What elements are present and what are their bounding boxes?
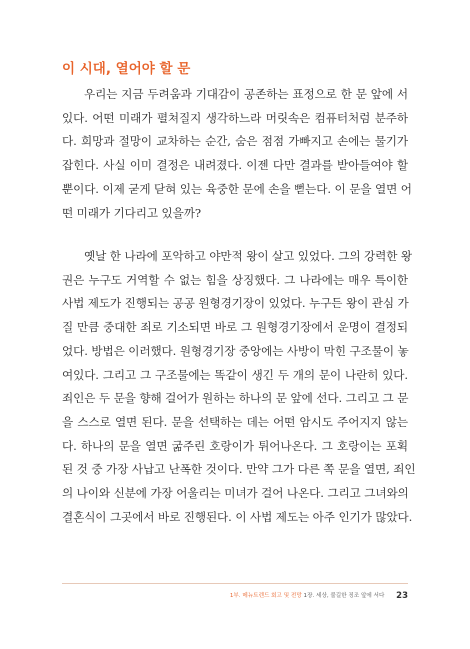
paragraph-line: 다. 희망과 절망이 교차하는 순간, 숨은 점점 가빠지고 손에는 물기가	[62, 134, 408, 149]
paragraph-line: 우리는 지금 두려움과 기대감이 공존하는 표정으로 한 문 앞에 서	[84, 87, 408, 101]
paragraph-line: 다. 하나의 문을 열면 굶주린 호랑이가 튀어나온다. 그 호랑이는 포획	[62, 438, 408, 453]
paragraph-line: 결혼식이 그곳에서 바로 진행된다. 이 사법 제도는 아주 인기가 많았다.	[62, 509, 413, 524]
paragraph-line: 옛날 한 나라에 포악하고 야만적 왕이 살고 있었다. 그의 강력한 왕	[84, 249, 413, 263]
running-footer	[62, 591, 408, 601]
paragraph-line: 잡힌다. 사실 이미 결정은 내려졌다. 이젠 다만 결과를 받아들여야 할	[62, 158, 408, 173]
paragraph-line: 권은 누구도 거역할 수 없는 힘을 상징했다. 그 나라에는 매우 특이한	[62, 272, 408, 287]
paragraph-line: 떤 미래가 기다리고 있을까?	[62, 205, 201, 220]
paragraph-line: 질 만큼 중대한 죄로 기소되면 바로 그 원형경기장에서 운명이 결정되	[62, 320, 408, 335]
page-number: 23	[396, 591, 408, 601]
paragraph-line: 죄인은 두 문을 향해 걸어가 원하는 하나의 문 앞에 선다. 그리고 그 문	[62, 391, 409, 406]
paragraph-line: 여있다. 그리고 그 구조물에는 똑같이 생긴 두 개의 문이 나란히 있다.	[62, 367, 408, 382]
paragraph-line: 뿐이다. 이제 굳게 닫혀 있는 육중한 문에 손을 뻗는다. 이 문을 열면 어	[62, 181, 412, 196]
footer-divider	[62, 583, 408, 584]
paragraph-line: 있다. 어떤 미래가 펼쳐질지 생각하느라 머릿속은 컴퓨터처럼 분주하	[62, 110, 408, 125]
section-title: 이 시대, 열어야 할 문	[62, 61, 191, 77]
paragraph-line: 된 것 중 가장 사납고 난폭한 것이다. 만약 그가 다른 쪽 문을 열면, 죄인	[62, 462, 416, 477]
body-paragraph-2	[62, 245, 416, 529]
paragraph-line: 의 나이와 신분에 가장 어울리는 미녀가 걸어 나온다. 그리고 그녀와의	[62, 486, 409, 501]
paragraph-line: 사법 제도가 진행되는 공공 원형경기장이 있었다. 누구든 왕이 관심 가	[62, 296, 409, 311]
footer-chapter-label: 1장. 세상, 불길한 징조 앞에 서다	[303, 593, 385, 599]
paragraph-line: 었다. 방법은 이러했다. 원형경기장 중앙에는 사방이 막힌 구조물이 놓	[62, 343, 409, 358]
paragraph-line: 을 스스로 열면 된다. 문을 선택하는 데는 어떤 암시도 주어지지 않는	[62, 414, 408, 429]
footer-part-label: 1부. 메뉴트렌드 회고 및 전망	[229, 593, 302, 599]
body-paragraph-1	[62, 83, 412, 225]
